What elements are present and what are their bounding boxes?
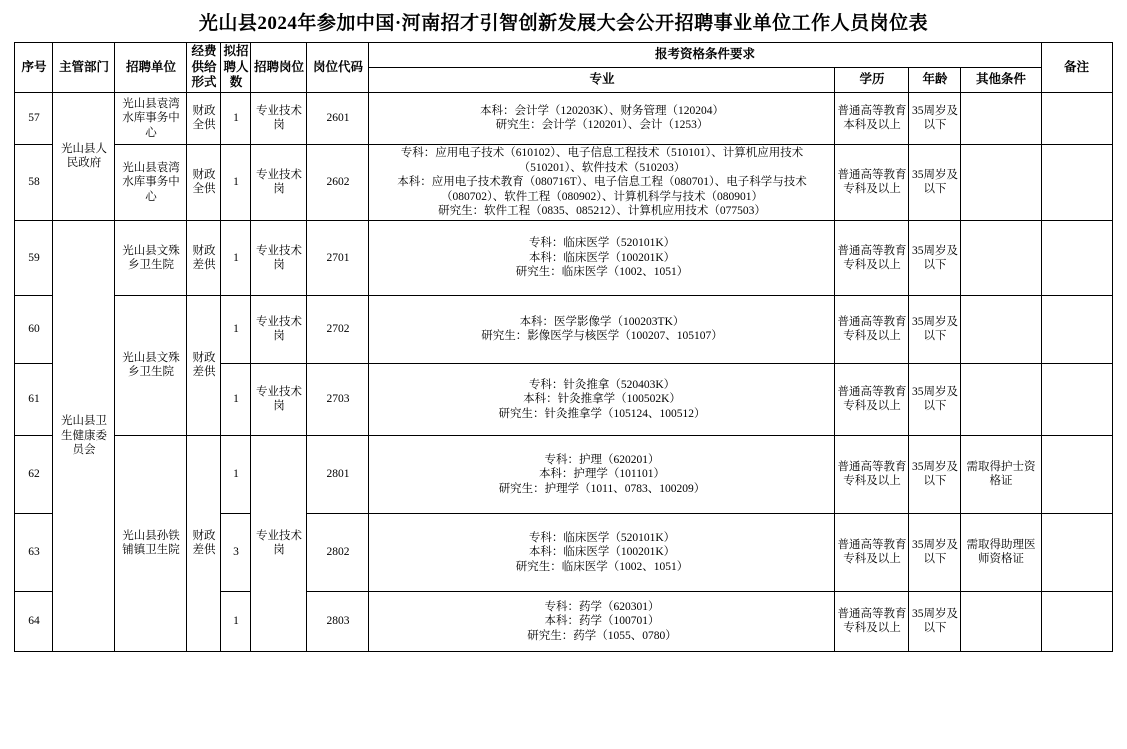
cell-other: 需取得护士资格证	[961, 435, 1041, 513]
cell-post: 专业技术岗	[251, 144, 307, 220]
cell-major	[369, 513, 835, 591]
table-header-row-1	[15, 43, 1112, 68]
cell-remark	[1041, 92, 1112, 144]
cell-code: 2602	[307, 144, 369, 220]
cell-unit: 光山县文殊乡卫生院	[115, 295, 187, 435]
page-title: 光山县2024年参加中国·河南招才引智创新发展大会公开招聘事业单位工作人员岗位表	[198, 13, 929, 34]
table-row	[15, 295, 1112, 363]
cell-education: 普通高等教育专科及以上	[835, 513, 909, 591]
cell-plan: 3	[221, 513, 251, 591]
cell-plan: 1	[221, 92, 251, 144]
major-line: 研究生：针灸推拿学（105124、100512）	[498, 407, 706, 420]
cell-education: 普通高等教育专科及以上	[835, 435, 909, 513]
cell-seq: 64	[15, 591, 53, 651]
major-line: 本科：针灸推拿学（100502K）	[523, 393, 681, 406]
cell-dept: 光山县人民政府	[53, 92, 115, 220]
cell-unit: 光山县袁湾水库事务中心	[115, 144, 187, 220]
cell-code: 2703	[307, 363, 369, 435]
cell-remark	[1041, 513, 1112, 591]
cell-fund: 财政全供	[187, 144, 221, 220]
cell-education: 普通高等教育专科及以上	[835, 220, 909, 295]
cell-plan: 1	[221, 295, 251, 363]
cell-post: 专业技术岗	[251, 220, 307, 295]
col-header-plan: 拟招聘人数	[221, 43, 251, 93]
cell-major	[369, 144, 835, 220]
cell-age: 35周岁及以下	[909, 92, 961, 144]
cell-education: 普通高等教育专科及以上	[835, 144, 909, 220]
cell-other	[961, 144, 1041, 220]
cell-code: 2601	[307, 92, 369, 144]
major-line: 专科：针灸推拿（520403K）	[528, 378, 676, 391]
cell-major	[369, 363, 835, 435]
cell-education: 普通高等教育专科及以上	[835, 363, 909, 435]
cell-seq: 62	[15, 435, 53, 513]
cell-major	[369, 435, 835, 513]
cell-age: 35周岁及以下	[909, 591, 961, 651]
col-header-unit: 招聘单位	[115, 43, 187, 93]
cell-plan: 1	[221, 220, 251, 295]
cell-other: 需取得助理医师资格证	[961, 513, 1041, 591]
col-header-post: 招聘岗位	[251, 43, 307, 93]
cell-code: 2802	[307, 513, 369, 591]
col-header-remark: 备注	[1041, 43, 1112, 93]
cell-age: 35周岁及以下	[909, 220, 961, 295]
cell-plan: 1	[221, 363, 251, 435]
major-line: 本科：会计学（120203K）、财务管理（120204）	[479, 105, 725, 117]
cell-other	[961, 220, 1041, 295]
cell-fund: 财政差供	[187, 435, 221, 651]
major-line: 本科：医学影像学（100203TK）	[519, 316, 685, 328]
col-header-dept: 主管部门	[53, 43, 115, 93]
cell-fund: 财政差供	[187, 220, 221, 295]
table-body	[15, 92, 1112, 651]
cell-remark	[1041, 220, 1112, 295]
cell-seq: 60	[15, 295, 53, 363]
cell-plan: 1	[221, 591, 251, 651]
major-line: 研究生：临床医学（1002、1051）	[515, 560, 689, 573]
cell-remark	[1041, 435, 1112, 513]
major-line: 研究生：会计学（120201）、会计（1253）	[495, 119, 709, 132]
cell-unit: 光山县文殊乡卫生院	[115, 220, 187, 295]
cell-other	[961, 295, 1041, 363]
major-line: 研究生：临床医学（1002、1051）	[515, 266, 689, 279]
major-line: 本科：药学（100701）	[544, 615, 660, 628]
cell-seq: 59	[15, 220, 53, 295]
cell-plan: 1	[221, 144, 251, 220]
cell-age: 35周岁及以下	[909, 144, 961, 220]
cell-education: 普通高等教育专科及以上	[835, 591, 909, 651]
cell-other	[961, 92, 1041, 144]
table-row	[15, 435, 1112, 513]
major-line: 研究生：药学（1055、0780）	[527, 629, 677, 642]
cell-age: 35周岁及以下	[909, 363, 961, 435]
cell-age: 35周岁及以下	[909, 513, 961, 591]
cell-code: 2701	[307, 220, 369, 295]
cell-seq: 63	[15, 513, 53, 591]
cell-code: 2803	[307, 591, 369, 651]
cell-major	[369, 591, 835, 651]
major-line: 专科：临床医学（520101K）	[528, 531, 676, 544]
cell-remark	[1041, 591, 1112, 651]
cell-age: 35周岁及以下	[909, 435, 961, 513]
cell-fund: 财政全供	[187, 92, 221, 144]
cell-seq: 57	[15, 92, 53, 144]
cell-education: 普通高等教育专科及以上	[835, 295, 909, 363]
major-line: 专科：护理（620201）	[544, 453, 660, 466]
cell-remark	[1041, 295, 1112, 363]
cell-seq: 61	[15, 363, 53, 435]
cell-post: 专业技术岗	[251, 435, 307, 651]
cell-unit: 光山县袁湾水库事务中心	[115, 92, 187, 144]
major-line: 专科：应用电子技术（610102）、电子信息工程技术（510101）、计算机应用技术（510201）、软件技术（510203）	[400, 147, 804, 174]
cell-seq: 58	[15, 144, 53, 220]
cell-major	[369, 220, 835, 295]
cell-post: 专业技术岗	[251, 295, 307, 363]
cell-unit: 光山县孙铁铺镇卫生院	[115, 435, 187, 651]
major-line: 研究生：影像医学与核医学（100207、105107）	[481, 330, 723, 343]
major-line: 本科：临床医学（100201K）	[528, 251, 676, 264]
cell-plan: 1	[221, 435, 251, 513]
cell-education: 普通高等教育本科及以上	[835, 92, 909, 144]
cell-other	[961, 363, 1041, 435]
major-line: 本科：临床医学（100201K）	[528, 546, 676, 559]
col-header-code: 岗位代码	[307, 43, 369, 93]
col-header-other: 其他条件	[961, 67, 1041, 92]
cell-post: 专业技术岗	[251, 92, 307, 144]
col-header-seq: 序号	[15, 43, 53, 93]
table-row	[15, 144, 1112, 220]
col-header-qualification: 报考资格条件要求	[369, 43, 1041, 68]
table-header	[15, 43, 1112, 93]
job-positions-table	[14, 42, 1112, 652]
cell-major	[369, 295, 835, 363]
cell-post: 专业技术岗	[251, 363, 307, 435]
col-header-major: 专业	[369, 67, 835, 92]
cell-major	[369, 92, 835, 144]
col-header-education: 学历	[835, 67, 909, 92]
cell-remark	[1041, 363, 1112, 435]
major-line: 研究生：软件工程（0835、085212）、计算机应用技术（077503）	[438, 204, 766, 217]
cell-fund: 财政差供	[187, 295, 221, 435]
table-row	[15, 220, 1112, 295]
major-line: 专科：药学（620301）	[544, 600, 660, 613]
cell-code: 2801	[307, 435, 369, 513]
major-line: 专科：临床医学（520101K）	[528, 237, 676, 250]
cell-code: 2702	[307, 295, 369, 363]
cell-dept: 光山县卫生健康委员会	[53, 220, 115, 651]
col-header-fund: 经费供给形式	[187, 43, 221, 93]
major-line: 本科：应用电子技术教育（080716T）、电子信息工程（080701）、电子科学与技术（080702）、软件工程（080902）、计算机科学与技术（080901）	[397, 176, 807, 203]
table-row	[15, 92, 1112, 144]
cell-remark	[1041, 144, 1112, 220]
cell-age: 35周岁及以下	[909, 295, 961, 363]
col-header-age: 年龄	[909, 67, 961, 92]
cell-other	[961, 591, 1041, 651]
major-line: 研究生：护理学（1011、0783、100209）	[498, 482, 706, 495]
major-line: 本科：护理学（101101）	[538, 468, 666, 481]
